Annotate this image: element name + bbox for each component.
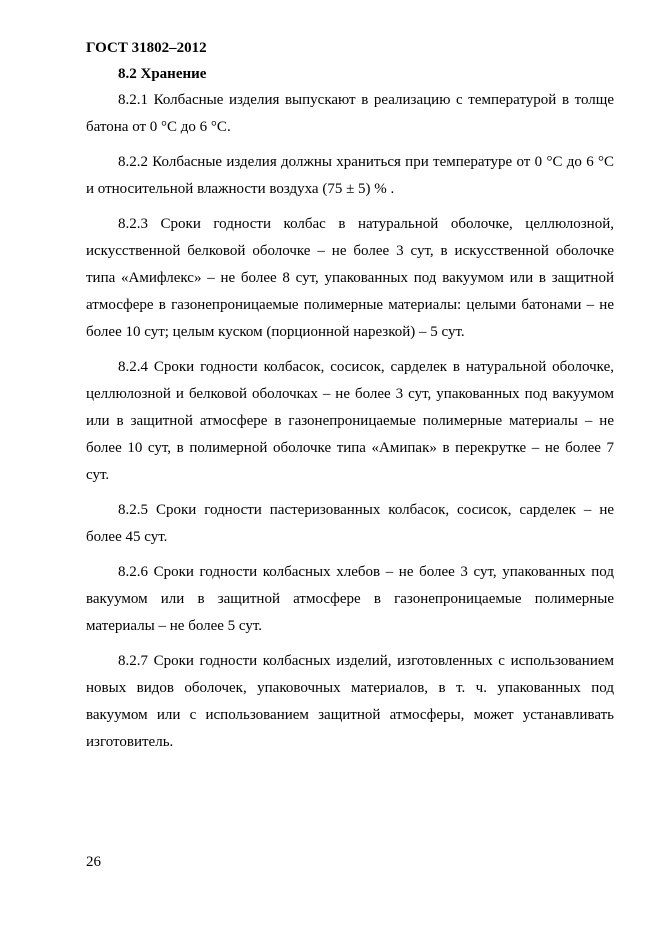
section-title: 8.2 Хранение — [118, 66, 207, 82]
paragraph-8-2-2: 8.2.2 Колбасные изделия должны храниться при температуре от 0 °С до 6 °С и относительной влажности воздуха (75 ± 5) % . — [86, 154, 614, 197]
paragraph-8-2-3: 8.2.3 Сроки годности колбас в натуральной оболочке, целлюлозной, искусственной белковой оболочке – не более 3 сут, в искусственной оболочке типа «Амифлекс» – не более 8 сут, упакованных под вакуумом или в защитной атмосфере в газонепроницаемые полимерные материалы: целыми батонами – не более 10 сут; целым куском (порционной нарезкой) – 5 сут. — [86, 216, 614, 340]
section-body — [86, 87, 614, 764]
paragraph-8-2-7: 8.2.7 Сроки годности колбасных изделий, изготовленных с использованием новых видов оболочек, упаковочных материалов, в т. ч. упакованных под вакуумом или с использованием защитной атмосферы, может устанавливать изготовитель. — [86, 653, 614, 750]
document-code-header: ГОСТ 31802–2012 — [86, 40, 207, 56]
paragraph-8-2-6: 8.2.6 Сроки годности колбасных хлебов – не более 3 сут, упакованных под вакуумом или в защитной атмосфере в газонепроницаемые полимерные материалы – не более 5 сут. — [86, 564, 614, 634]
paragraph-8-2-5: 8.2.5 Сроки годности пастеризованных колбасок, сосисок, сарделек – не более 45 сут. — [86, 502, 614, 545]
paragraph-8-2-1: 8.2.1 Колбасные изделия выпускают в реализацию с температурой в толще батона от 0 °С до 6 °С. — [86, 92, 614, 135]
page-number: 26 — [86, 854, 101, 870]
paragraph-8-2-4: 8.2.4 Сроки годности колбасок, сосисок, сарделек в натуральной оболочке, целлюлозной и белковой оболочках – не более 3 сут, упакованных под вакуумом или в защитной атмосфере в газонепроницаемые полимерные материалы – не более 10 сут, в полимерной оболочке типа «Амипак» в перекрутке – не более 7 сут. — [86, 359, 614, 483]
